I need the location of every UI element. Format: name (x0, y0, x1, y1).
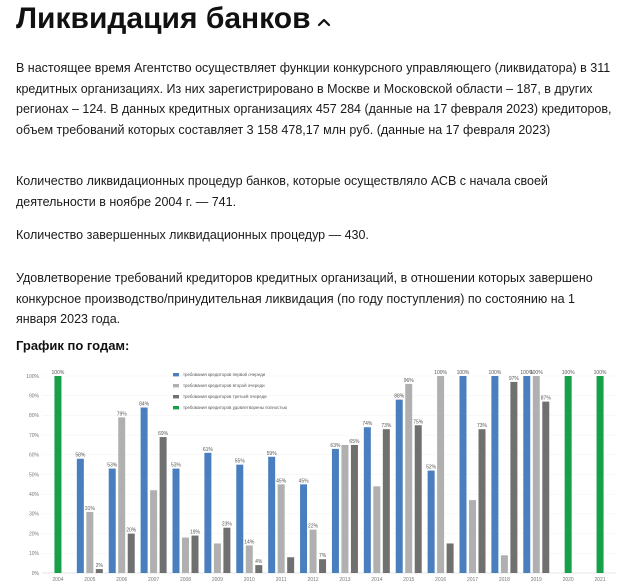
legend-label: требования кредиторов второй очереди (183, 383, 265, 388)
bar-2012-series-1 (300, 484, 307, 573)
data-label: 61% (202, 446, 213, 453)
x-tick-label: 2017 (466, 577, 479, 583)
data-label: 74% (362, 421, 373, 428)
data-label: 22% (308, 523, 319, 530)
x-tick-label: 2009 (211, 577, 223, 583)
procedures-total-paragraph: Количество ликвидационных процедур банков, которые осуществляло АСВ с начала своей деятельности в ноябре 2004 г. — 741. (16, 174, 548, 209)
y-tick-label: 80% (28, 413, 39, 420)
bar-2016-series-2 (437, 376, 444, 573)
bar-2011-series-1 (268, 457, 275, 573)
data-label: 4% (255, 559, 263, 566)
data-label: 100% (520, 370, 534, 376)
bar-chart-svg (18, 362, 622, 584)
legend-swatch (173, 395, 179, 398)
data-label: 75% (413, 419, 424, 426)
y-tick-label: 50% (28, 472, 39, 479)
bar-2005-series-2 (86, 512, 93, 573)
bar-2020-series-4 (565, 376, 572, 573)
y-tick-label: 10% (28, 551, 39, 558)
data-label: 19% (189, 529, 201, 536)
x-tick-label: 2012 (307, 577, 319, 583)
bar-2006-series-1 (109, 469, 116, 573)
bar-2014-series-1 (364, 427, 371, 573)
y-tick-label: 60% (28, 452, 39, 459)
data-label: 79% (116, 411, 127, 418)
data-label: 7% (318, 553, 327, 560)
data-label: 100% (593, 370, 607, 376)
x-tick-label: 2021 (594, 577, 606, 583)
data-label: 2% (95, 563, 103, 570)
bar-2011-series-3 (287, 557, 294, 573)
bar-2017-series-3 (479, 429, 486, 573)
data-label: 100% (456, 370, 470, 376)
bar-2021-series-4 (597, 376, 604, 573)
intro-paragraph: В настоящее время Агентство осуществляет функции конкурсного управляющего (ликвидатора) в 311 кредитных организациях. Из них зарегистрировано в Москве и Московской области – 187, в других регионах – 124. В данных кредитных организациях 457 284 (данные на 17 февраля 2023) кредиторов, объем требований которых составляет 3 158 478,17 млн руб. (данные на 17 февраля 2023) (16, 61, 612, 137)
page-title (16, 0, 331, 39)
bar-2005-series-1 (77, 459, 84, 573)
y-tick-label: 20% (28, 531, 39, 538)
x-tick-label: 2018 (498, 577, 510, 583)
bar-2018-series-3 (510, 382, 517, 573)
legend-label: требования кредиторов первой очереди (183, 372, 266, 377)
bar-2018-series-2 (501, 555, 508, 573)
x-tick-label: 2005 (84, 577, 96, 583)
bar-2010-series-2 (246, 545, 253, 573)
bar-2019-series-3 (542, 402, 549, 573)
data-label: 100% (529, 370, 543, 376)
bar-2014-series-2 (373, 486, 380, 573)
bar-2010-series-1 (236, 465, 243, 573)
x-tick-label: 2004 (52, 577, 64, 583)
data-label: 100% (488, 370, 502, 376)
chevron-up-icon[interactable] (317, 1, 331, 39)
data-label: 14% (244, 539, 255, 546)
y-tick-label: 100% (26, 373, 39, 380)
data-label: 45% (276, 478, 287, 485)
x-tick-label: 2013 (339, 577, 351, 583)
bar-2013-series-3 (351, 445, 358, 573)
bar-2011-series-2 (278, 484, 285, 573)
bar-2009-series-3 (223, 528, 230, 573)
data-label: 100% (434, 370, 448, 376)
bar-2010-series-3 (255, 565, 262, 573)
bar-2007-series-2 (150, 490, 157, 573)
bar-2009-series-1 (204, 453, 211, 573)
creditors-satisfaction-paragraph: Удовлетворение требований кредиторов кредитных организаций, в отношении которых завершено конкурсное производство/принудительная ликвидация (по году поступления) по состоянию на 1 января 2023 года. (16, 271, 593, 326)
bar-2015-series-3 (415, 425, 422, 573)
bar-2017-series-2 (469, 500, 476, 573)
data-label: 84% (139, 401, 150, 408)
data-label: 63% (330, 442, 341, 449)
data-label: 100% (51, 370, 65, 376)
data-label: 87% (540, 395, 551, 402)
x-tick-label: 2014 (371, 577, 383, 583)
y-tick-label: 0% (31, 570, 39, 577)
data-label: 73% (381, 423, 392, 430)
legend-label: требования кредиторов третьей очереди (183, 394, 267, 399)
bar-2019-series-1 (523, 376, 530, 573)
x-tick-label: 2007 (148, 577, 160, 583)
bar-2008-series-1 (173, 469, 180, 573)
bar-2017-series-1 (460, 376, 467, 573)
bar-2004-series-4 (54, 376, 61, 573)
x-tick-label: 2016 (435, 577, 447, 583)
data-label: 65% (349, 438, 360, 445)
x-tick-label: 2011 (275, 577, 287, 583)
bar-2012-series-2 (310, 530, 317, 573)
legend-swatch (173, 406, 179, 409)
data-label: 73% (476, 423, 488, 430)
data-label: 53% (107, 462, 118, 469)
page-title-text: Ликвидация банков (16, 2, 311, 35)
bar-2007-series-1 (141, 408, 148, 573)
bar-2012-series-3 (319, 559, 326, 573)
data-label: 52% (426, 464, 437, 471)
bar-2007-series-3 (160, 437, 167, 573)
bar-2016-series-3 (447, 543, 454, 573)
bar-chart (18, 362, 622, 584)
x-tick-label: 2015 (403, 577, 415, 583)
bar-2008-series-3 (192, 536, 199, 573)
y-tick-label: 90% (28, 393, 39, 400)
chart-heading: График по годам: (16, 338, 130, 353)
legend-label: требования кредиторов удовлетворены полностью (183, 405, 288, 410)
bar-2006-series-3 (128, 534, 135, 573)
procedures-completed-paragraph: Количество завершенных ликвидационных процедур — 430. (16, 228, 369, 242)
legend-swatch (173, 373, 179, 376)
data-label: 31% (84, 505, 95, 512)
data-label: 45% (298, 478, 309, 485)
data-label: 100% (561, 370, 575, 376)
y-tick-label: 70% (28, 432, 39, 439)
data-label: 96% (403, 377, 414, 384)
data-label: 59% (266, 450, 277, 457)
data-label: 55% (234, 458, 245, 465)
bar-2009-series-2 (214, 543, 221, 573)
bar-2019-series-2 (533, 376, 540, 573)
bar-2013-series-2 (341, 445, 348, 573)
bar-2008-series-2 (182, 538, 189, 573)
bar-2013-series-1 (332, 449, 339, 573)
data-label: 88% (394, 393, 405, 400)
data-label: 20% (126, 527, 137, 534)
bar-2006-series-2 (118, 417, 125, 573)
bar-2005-series-3 (96, 569, 103, 573)
bar-2018-series-1 (491, 376, 498, 573)
bar-2015-series-1 (396, 400, 403, 573)
data-label: 23% (221, 521, 232, 528)
data-label: 58% (75, 452, 86, 459)
legend-swatch (173, 384, 179, 387)
y-tick-label: 30% (28, 511, 39, 518)
data-label: 97% (508, 375, 519, 382)
bar-2016-series-1 (428, 471, 435, 573)
bar-2014-series-3 (383, 429, 390, 573)
data-label: 53% (170, 462, 182, 469)
x-tick-label: 2006 (116, 577, 128, 583)
x-tick-label: 2020 (562, 577, 574, 583)
x-tick-label: 2008 (179, 577, 192, 583)
x-tick-label: 2019 (530, 577, 542, 583)
y-tick-label: 40% (28, 492, 39, 498)
bar-2015-series-2 (405, 384, 412, 573)
x-tick-label: 2010 (243, 577, 255, 583)
data-label: 69% (158, 431, 169, 438)
